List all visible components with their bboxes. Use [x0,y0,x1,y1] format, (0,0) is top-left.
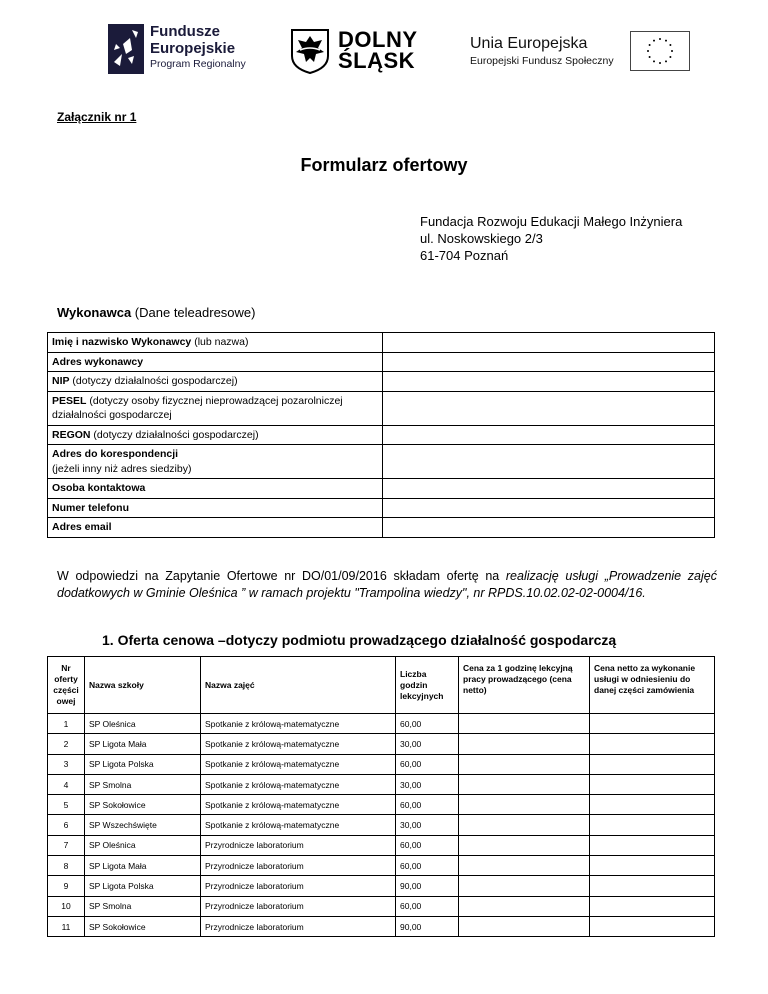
contractor-label-rest: (jeżeli inny niż adres siedziby) [52,462,192,475]
contractor-address-field[interactable] [383,352,715,372]
contractor-row [48,333,715,353]
row-nr: 5 [48,795,85,815]
price-table-row [48,876,715,896]
contractor-label-bold: Adres wykonawcy [52,355,144,368]
ue-line1: Unia Europejska [470,35,588,52]
row-price-total-field[interactable] [590,876,715,896]
row-class: Przyrodnicze laboratorium [201,896,396,916]
row-price-total-field[interactable] [590,754,715,774]
row-price-per-hour-field[interactable] [459,856,590,876]
row-school: SP Oleśnica [85,835,201,855]
contractor-label-bold: NIP [52,375,70,387]
header-price-per-hour: Cena za 1 godzinę lekcyjną pracy prowadzącego (cena netto) [459,657,590,714]
recipient-address [420,213,682,264]
contractor-label-bold: REGON [52,428,91,441]
row-school: SP Ligota Polska [85,754,201,774]
row-school: SP Wszechświęte [85,815,201,835]
row-nr: 3 [48,754,85,774]
contractor-label [48,479,383,499]
row-school: SP Ligota Mała [85,856,201,876]
contractor-row [48,518,715,538]
price-table-row [48,815,715,835]
row-hours: 30,00 [396,734,459,754]
row-price-total-field[interactable] [590,896,715,916]
contractor-label-bold: PESEL [52,394,87,407]
row-school: SP Sokołowice [85,795,201,815]
row-hours: 60,00 [396,856,459,876]
contractor-label [48,425,383,445]
row-price-total-field[interactable] [590,916,715,936]
ds-line1: DOLNY [338,27,418,53]
row-hours: 60,00 [396,714,459,734]
offer-statement [57,568,717,602]
row-price-per-hour-field[interactable] [459,876,590,896]
ue-line2: Europejski Fundusz Społeczny [470,55,614,67]
price-table-row [48,896,715,916]
row-nr: 11 [48,916,85,936]
contractor-heading [57,305,255,320]
row-price-total-field[interactable] [590,774,715,794]
price-table-row [48,795,715,815]
contractor-name-field[interactable] [383,333,715,353]
row-price-per-hour-field[interactable] [459,734,590,754]
contractor-row [48,425,715,445]
statement-plain: W odpowiedzi na Zapytanie Ofertowe nr DO/01/09/2016 składam ofertę na [57,569,506,583]
fe-line3: Program Regionalny [150,58,246,70]
row-nr: 4 [48,774,85,794]
row-price-total-field[interactable] [590,835,715,855]
row-school: SP Ligota Polska [85,876,201,896]
contractor-label [48,391,383,425]
logo-unia-europejska [470,31,690,71]
contractor-label [48,498,383,518]
contractor-label [48,518,383,538]
header-nr: Nr oferty części owej [48,657,85,714]
logo-fundusze-europejskie [108,24,246,74]
row-price-total-field[interactable] [590,856,715,876]
row-nr: 9 [48,876,85,896]
contractor-row [48,391,715,425]
eu-flag-icon [630,31,690,71]
contractor-heading-bold: Wykonawca [57,305,132,320]
row-nr: 10 [48,896,85,916]
statement-italic: realizację usługi „Prowadzenie zajęć dodatkowych w Gminie Oleśnica ” w ramach projektu "Trampolina wiedzy", nr RPDS.10.02.02-02-0004/16. [57,569,717,600]
contractor-row [48,352,715,372]
row-class: Spotkanie z królową-matematyczne [201,795,396,815]
row-price-per-hour-field[interactable] [459,774,590,794]
row-price-per-hour-field[interactable] [459,835,590,855]
fe-line2: Europejskie [150,39,236,57]
row-class: Przyrodnicze laboratorium [201,835,396,855]
header-price-total: Cena netto za wykonanie usługi w odniesieniu do danej części zamówienia [590,657,715,714]
header-school: Nazwa szkoły [85,657,201,714]
attachment-label: Załącznik nr 1 [57,110,137,124]
row-hours: 60,00 [396,795,459,815]
row-school: SP Smolna [85,896,201,916]
address-line2: ul. Noskowskiego 2/3 [420,231,543,246]
row-class: Spotkanie z królową-matematyczne [201,815,396,835]
row-nr: 1 [48,714,85,734]
pesel-field[interactable] [383,391,715,425]
section-title-price-offer: 1. Oferta cenowa –dotyczy podmiotu prowadzącego działalność gospodarczą [102,632,617,648]
row-price-per-hour-field[interactable] [459,714,590,734]
email-field[interactable] [383,518,715,538]
regon-field[interactable] [383,425,715,445]
phone-field[interactable] [383,498,715,518]
contractor-label [48,372,383,392]
contractor-label-rest: (dotyczy działalności gospodarczej) [90,428,259,441]
row-price-per-hour-field[interactable] [459,754,590,774]
row-price-total-field[interactable] [590,734,715,754]
price-table-row [48,754,715,774]
contractor-label [48,445,383,479]
price-table-row [48,835,715,855]
row-price-total-field[interactable] [590,714,715,734]
row-class: Spotkanie z królową-matematyczne [201,714,396,734]
contractor-label-rest: (lub nazwa) [191,336,249,348]
row-hours: 90,00 [396,916,459,936]
row-class: Przyrodnicze laboratorium [201,876,396,896]
row-price-per-hour-field[interactable] [459,795,590,815]
contractor-label-bold: Osoba kontaktowa [52,482,146,494]
row-school: SP Sokołowice [85,916,201,936]
header-class: Nazwa zajęć [201,657,396,714]
row-price-total-field[interactable] [590,815,715,835]
contractor-label-bold: Adres do korespondencji [52,448,179,460]
contractor-label-bold: Adres email [52,521,112,533]
header-hours: Liczba godzin lekcyjnych [396,657,459,714]
row-class: Spotkanie z królową-matematyczne [201,774,396,794]
contractor-label [48,352,383,372]
row-price-total-field[interactable] [590,795,715,815]
page-title: Formularz ofertowy [300,155,468,175]
row-price-per-hour-field[interactable] [459,815,590,835]
address-line3: 61-704 Poznań [420,248,509,263]
price-table-row [48,916,715,936]
price-table-row [48,856,715,876]
contractor-row [48,372,715,392]
row-hours: 60,00 [396,754,459,774]
contractor-table [47,332,715,538]
contractor-row [48,479,715,499]
row-nr: 8 [48,856,85,876]
row-price-per-hour-field[interactable] [459,916,590,936]
price-table [47,656,715,937]
price-table-row [48,714,715,734]
price-table-header-row [48,657,715,714]
row-nr: 2 [48,734,85,754]
row-hours: 30,00 [396,774,459,794]
fundusze-europejskie-logo-icon [108,24,144,74]
contractor-label-bold: Numer telefonu [52,501,130,514]
row-price-per-hour-field[interactable] [459,896,590,916]
row-nr: 7 [48,835,85,855]
row-nr: 6 [48,815,85,835]
contractor-heading-rest: (Dane teleadresowe) [131,305,256,320]
row-hours: 90,00 [396,876,459,896]
contractor-row [48,498,715,518]
nip-field[interactable] [383,372,715,392]
row-hours: 60,00 [396,835,459,855]
row-class: Przyrodnicze laboratorium [201,856,396,876]
price-table-row [48,774,715,794]
address-line1: Fundacja Rozwoju Edukacji Małego Inżyniera [420,214,683,229]
row-class: Spotkanie z królową-matematyczne [201,754,396,774]
logo-dolny-slask [290,28,418,74]
fe-line1: Fundusze [150,23,220,40]
contact-person-field[interactable] [383,479,715,499]
ds-line2: ŚLĄSK [338,48,416,73]
eagle-crest-icon [290,28,330,74]
row-class: Przyrodnicze laboratorium [201,916,396,936]
row-school: SP Smolna [85,774,201,794]
contractor-label [48,333,383,353]
contractor-label-bold: Imię i nazwisko Wykonawcy [52,336,192,348]
contractor-label-rest: (dotyczy osoby fizycznej nieprowadzącej pozarolniczej działalności gospodarczej [52,394,343,421]
row-school: SP Oleśnica [85,714,201,734]
row-hours: 30,00 [396,815,459,835]
price-table-row [48,734,715,754]
row-hours: 60,00 [396,896,459,916]
row-school: SP Ligota Mała [85,734,201,754]
row-class: Spotkanie z królową-matematyczne [201,734,396,754]
contractor-label-rest: (dotyczy działalności gospodarczej) [69,375,238,387]
contractor-row [48,445,715,479]
correspondence-address-field[interactable] [383,445,715,479]
